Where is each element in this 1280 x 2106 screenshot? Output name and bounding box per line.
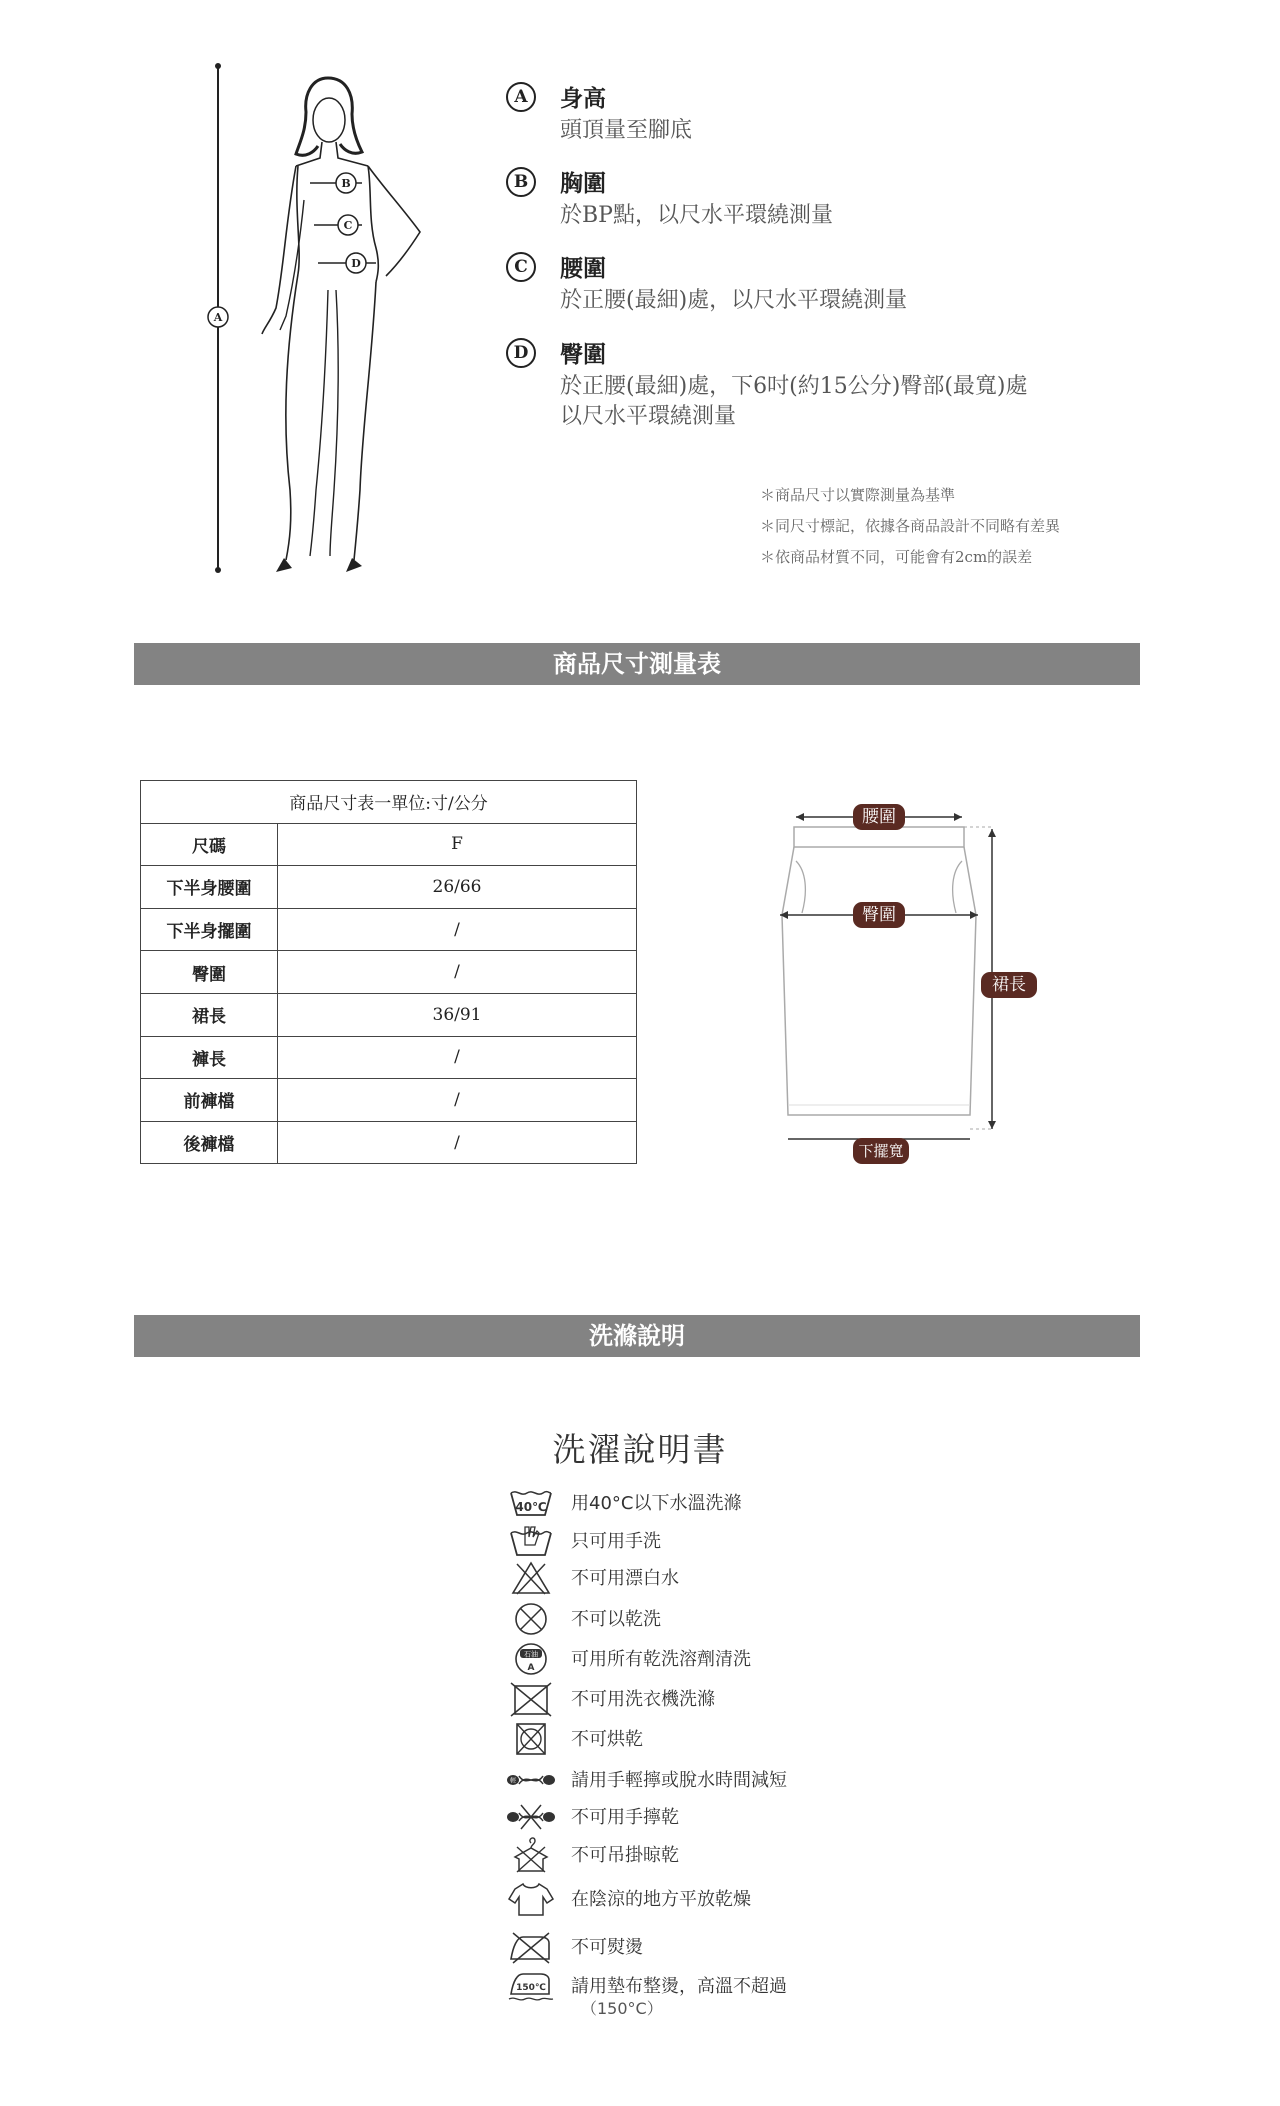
care-text: 只可用手洗 [571,1531,661,1552]
size-table [140,780,637,1164]
row-value: 26/66 [278,866,637,909]
letter-badge: B [506,167,536,197]
care-text: 請用手輕擰或脫水時間減短 [571,1770,787,1791]
letter-badge: C [506,252,536,282]
figure-label-a: A [213,311,223,324]
note-line-3: ＊依商品材質不同，可能會有2cm的誤差 [760,548,1033,566]
measure-desc: 於正腰(最細)處，下6吋(約15公分)臀部(最寬)處 [560,374,1028,399]
wring-label: 輕 [509,1777,517,1785]
row-value: F [278,823,637,866]
row-value: / [278,1036,637,1079]
care-text: 不可烘乾 [571,1729,643,1750]
care-text: 不可熨燙 [571,1937,643,1958]
care-text: 不可用手擰乾 [571,1807,679,1828]
note-line-2: ＊同尺寸標記，依據各商品設計不同略有差異 [760,517,1061,535]
flat-dry-shade-icon [505,1881,557,1917]
care-title: 洗濯說明書 [552,1430,728,1469]
tag-waist: 腰圍 [853,804,905,830]
row-value: / [278,1121,637,1164]
no-wring-icon [505,1799,557,1835]
figure-label-b: B [341,177,351,190]
measure-desc: 於BP點，以尺水平環繞測量 [560,203,833,228]
measure-desc: 於正腰(最細)處，以尺水平環繞測量 [560,288,908,313]
row-label: 後褲檔 [141,1121,278,1164]
tag-hem: 下擺寬 [853,1138,909,1164]
gentle-wring-icon [505,1762,557,1798]
tag-length: 裙長 [981,972,1037,998]
care-text: 用40°C以下水溫洗滌 [571,1493,742,1514]
wash-40-icon [505,1485,557,1521]
table-caption: 商品尺寸表一單位:寸/公分 [141,781,637,824]
table-row [141,1079,637,1122]
no-bleach-icon [505,1560,557,1596]
tag-hip: 臀圍 [853,902,905,928]
table-row [141,951,637,994]
no-hang-dry-icon [505,1837,557,1873]
table-row [141,908,637,951]
row-label: 臀圍 [141,951,278,994]
measure-title: 腰圍 [560,255,606,282]
no-dry-clean-icon [505,1601,557,1637]
hand-wash-icon [505,1523,557,1559]
no-tumble-dry-icon [505,1721,557,1757]
measure-desc-line2: 以尺水平環繞測量 [560,404,737,429]
care-text: 不可吊掛晾乾 [571,1845,679,1866]
measure-title: 胸圍 [560,170,606,197]
figure-label-d: D [351,257,361,270]
note-line-1: ＊商品尺寸以實際測量為基準 [760,486,956,504]
measure-title: 身高 [560,85,606,112]
iron-150-icon [505,1968,557,2004]
care-text: 請用墊布整燙，高溫不超過 [571,1976,787,1997]
wash-section-banner: 洗滌說明 [134,1315,1140,1357]
table-row [141,823,637,866]
row-label: 下半身腰圍 [141,866,278,909]
solvent-label: 石油 [524,1650,538,1659]
care-subtext: （150°C） [581,1999,663,2018]
table-caption-row [141,781,637,824]
row-label: 褲長 [141,1036,278,1079]
table-row [141,1121,637,1164]
size-section-banner: 商品尺寸測量表 [134,643,1140,685]
care-text: 不可用洗衣機洗滌 [571,1689,715,1710]
row-value: / [278,951,637,994]
row-label: 裙長 [141,993,278,1036]
care-text: 不可以乾洗 [571,1609,661,1630]
care-text: 可用所有乾洗溶劑清洗 [571,1649,751,1670]
figure-label-c: C [343,219,353,232]
care-text: 在陰涼的地方平放乾燥 [571,1889,751,1910]
care-text: 不可用漂白水 [571,1568,679,1589]
no-iron-icon [505,1929,557,1965]
solvent-sub-label: A [527,1663,535,1673]
measure-title: 臀圍 [560,341,606,368]
letter-badge: D [506,338,536,368]
no-machine-wash-icon [505,1681,557,1717]
table-row [141,866,637,909]
wash-temp-label: 40℃ [515,1500,547,1514]
table-row [141,993,637,1036]
row-value: / [278,908,637,951]
row-value: 36/91 [278,993,637,1036]
row-label: 前褲檔 [141,1079,278,1122]
row-value: / [278,1079,637,1122]
letter-badge: A [506,82,536,112]
solvent-dry-clean-icon [505,1641,557,1677]
measure-desc: 頭頂量至腳底 [560,118,693,143]
body-figure-illustration [200,60,460,580]
table-row [141,1036,637,1079]
row-label: 尺碼 [141,823,278,866]
iron-temp-label: 150℃ [516,1983,546,1993]
row-label: 下半身擺圍 [141,908,278,951]
